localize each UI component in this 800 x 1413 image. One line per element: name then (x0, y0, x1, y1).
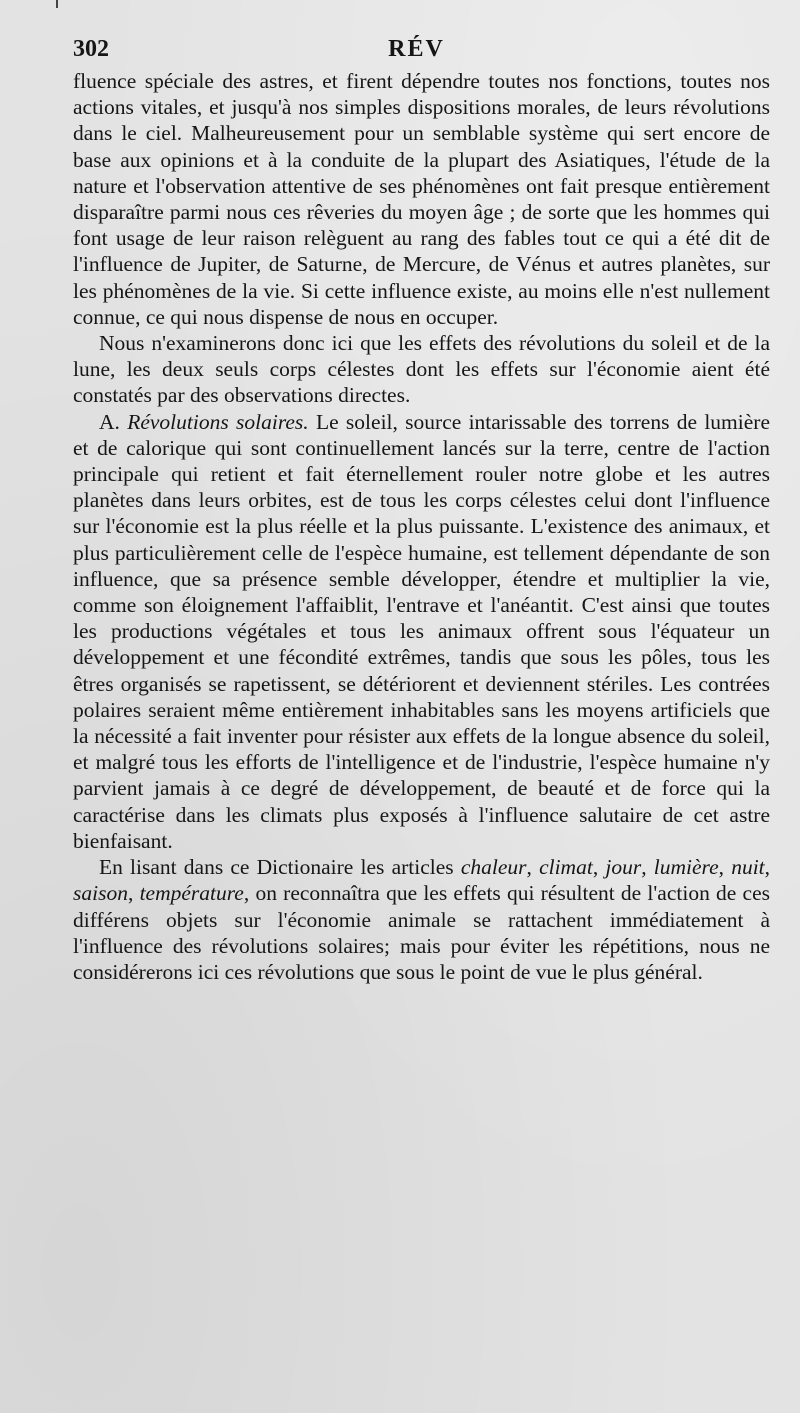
page-header (73, 36, 760, 68)
scan-artifact (56, 0, 58, 8)
text-segment: A. (99, 409, 128, 434)
italic-term: saison (73, 881, 128, 906)
paragraph-2 (73, 330, 770, 409)
text-segment: , (127, 881, 140, 906)
italic-term: lumière (653, 855, 719, 880)
text-segment: , (526, 855, 540, 880)
paragraph-4 (73, 854, 770, 985)
body-text (73, 68, 770, 985)
text-segment: Le soleil, source intarissable des torrens de lumière et de calorique qui sont continuellement lancés sur la terre, centre de l'action principale qui retient et fait éternellement rouler notre globe et les autres planètes dans leurs orbites, est de tous les corps célestes celui dont l'influence sur l'économie est la plus réelle et la plus puissante. L'existence des animaux, et plus particulièrement celle de l'espèce humaine, est tellement dépendante de son influence, que sa présence semble développer, étendre et multiplier la vie, comme son éloignement l'affaiblit, l'entrave et l'anéantit. C'est ainsi que toutes les productions végétales et tous les animaux offrent sous l'équateur un développement et une fécondité extrêmes, tandis que sous les pôles, tous les êtres organisés se rapetissent, se détériorent et deviennent stériles. Les contrées polaires seraient même entièrement inhabitables sans les moyens artificiels que la nécessité a fait inventer pour résister aux effets de la longue absence du soleil, et malgré tous les efforts de l'intelligence et de l'industrie, l'espèce humaine n'y parvient jamais à ce degré de développement, de beauté et de force qui la caractérise dans les climats plus exposés à l'influence salutaire de cet astre bienfaisant. (73, 409, 770, 853)
text-segment: En lisant dans ce Dictionaire les articles (99, 855, 461, 880)
paragraph-3 (73, 409, 770, 854)
italic-term: chaleur (460, 855, 527, 880)
italic-term: jour (605, 855, 642, 880)
running-head: RÉV (388, 36, 445, 62)
italic-term: température (139, 881, 244, 906)
text-segment: , (641, 855, 654, 880)
text-segment: , on reconnaîtra que les effets qui résultent de l'action de ces différens objets sur l'économie animale se rattachent immédiatement à l'influence des révolutions solaires; mais pour éviter les répétitions, nous ne considérerons ici ces révolutions que sous le point de vue le plus général. (73, 881, 770, 984)
text-segment: Nous n'examinerons donc ici que les effets des révolutions du soleil et de la lune, les deux seuls corps célestes dont les effets sur l'économie aient été constatés par des observations directes. (73, 331, 770, 408)
text-segment: , (592, 855, 606, 880)
italic-term: nuit (731, 855, 765, 880)
page-number: 302 (73, 36, 109, 62)
italic-term: Révolutions solaires. (127, 409, 309, 434)
text-segment: , (764, 855, 771, 880)
paragraph-1 (73, 68, 770, 330)
text-segment: fluence spéciale des astres, et firent dépendre toutes nos fonctions, toutes nos actions vitales, et jusqu'à nos simples dispositions morales, de leurs révolutions dans le ciel. Malheureusement pour un semblable système qui sert encore de base aux opinions et à la conduite de la plupart des Asiatiques, l'étude de la nature et l'observation attentive de ses phénomènes ont fait presque entièrement disparaître parmi nous ces rêveries du moyen âge ; de sorte que les hommes qui font usage de leur raison relèguent au rang des fables tout ce qui a été dit de l'influence de Jupiter, de Saturne, de Mercure, de Vénus et autres planètes, sur les phénomènes de la vie. Si cette influence existe, au moins elle n'est nullement connue, ce qui nous dispense de nous en occuper. (73, 69, 770, 329)
text-segment: , (718, 855, 732, 880)
italic-term: climat (539, 855, 593, 880)
